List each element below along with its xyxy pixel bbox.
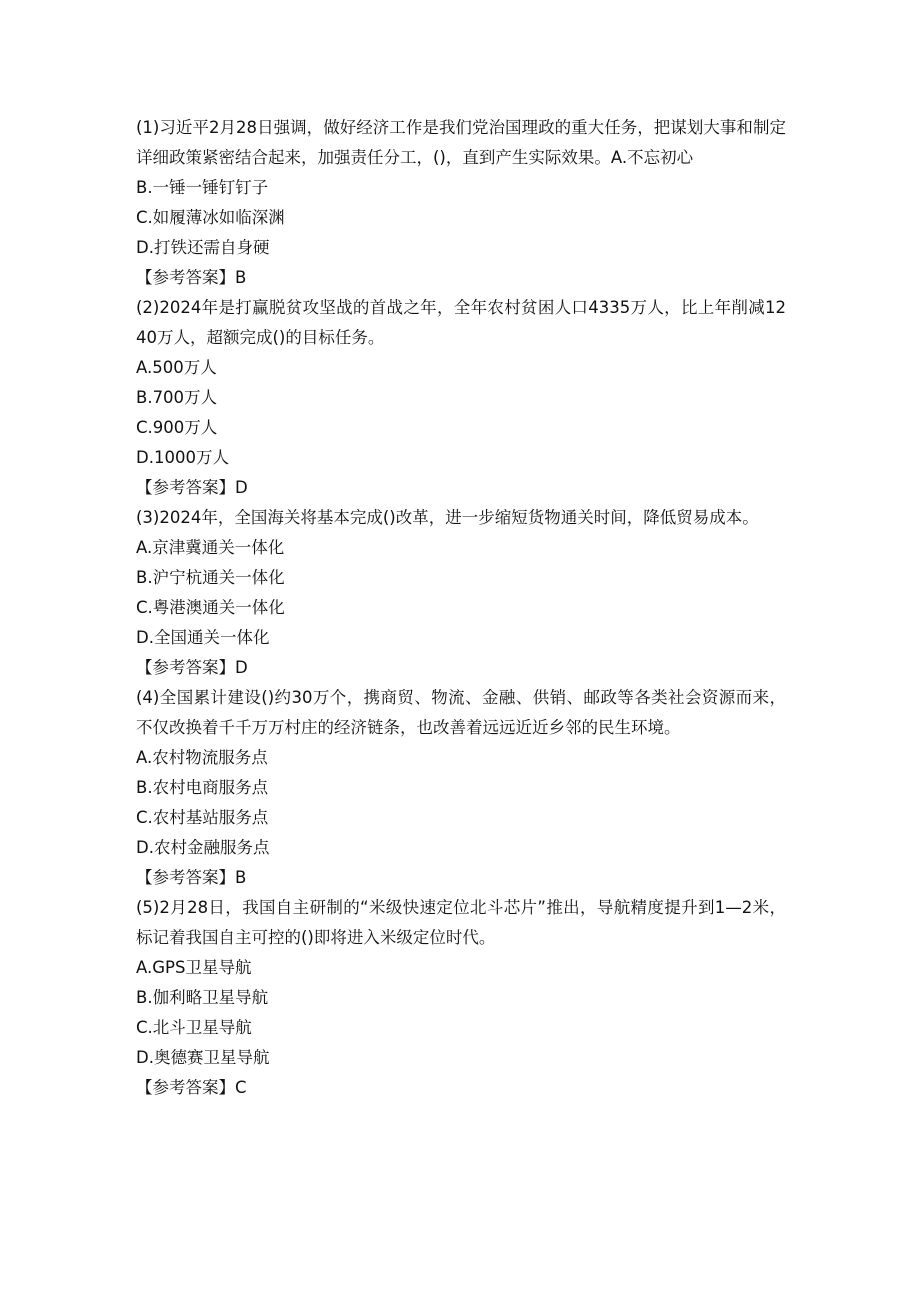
option-a: A.京津冀通关一体化 <box>136 538 285 557</box>
option-a: A.500万人 <box>136 358 217 377</box>
question-2 <box>136 293 786 503</box>
option-b: B.沪宁杭通关一体化 <box>136 568 285 587</box>
reference-answer: 【参考答案】D <box>136 658 248 677</box>
option-d: D.1000万人 <box>136 448 229 467</box>
question-3 <box>136 503 786 683</box>
question-stem: (1)习近平2月28日强调，做好经济工作是我们党治国理政的重大任务，把谋划大事和制定详细政策紧密结合起来，加强责任分工，()，直到产生实际效果。A.不忘初心 <box>136 118 786 167</box>
option-b: B.700万人 <box>136 388 218 407</box>
option-c: C.如履薄冰如临深渊 <box>136 208 285 227</box>
option-d: D.打铁还需自身硬 <box>136 238 270 257</box>
option-a: A.GPS卫星导航 <box>136 958 252 977</box>
question-stem: (4)全国累计建设()约30万个，携商贸、物流、金融、供销、邮政等各类社会资源而来，不仅改换着千千万万村庄的经济链条，也改善着远远近近乡邻的民生环境。 <box>136 688 786 737</box>
reference-answer: 【参考答案】B <box>136 868 247 887</box>
option-b: B.一锤一锤钉钉子 <box>136 178 269 197</box>
option-c: C.北斗卫星导航 <box>136 1018 252 1037</box>
question-1 <box>136 113 786 293</box>
option-a: A.农村物流服务点 <box>136 748 268 767</box>
option-b: B.农村电商服务点 <box>136 778 269 797</box>
option-c: C.粤港澳通关一体化 <box>136 598 285 617</box>
reference-answer: 【参考答案】B <box>136 268 247 287</box>
option-d: D.全国通关一体化 <box>136 628 270 647</box>
option-c: C.农村基站服务点 <box>136 808 269 827</box>
question-stem: (3)2024年，全国海关将基本完成()改革，进一步缩短货物通关时间，降低贸易成本。 <box>136 508 759 527</box>
question-stem: (5)2月28日，我国自主研制的“米级快速定位北斗芯片”推出，导航精度提升到1—2米，标记着我国自主可控的()即将进入米级定位时代。 <box>136 898 786 947</box>
document-page <box>136 113 786 1103</box>
option-c: C.900万人 <box>136 418 218 437</box>
reference-answer: 【参考答案】D <box>136 478 248 497</box>
reference-answer: 【参考答案】C <box>136 1078 247 1097</box>
option-d: D.农村金融服务点 <box>136 838 270 857</box>
question-stem: (2)2024年是打赢脱贫攻坚战的首战之年，全年农村贫困人口4335万人，比上年削减1240万人，超额完成()的目标任务。 <box>136 298 786 347</box>
option-b: B.伽利略卫星导航 <box>136 988 269 1007</box>
question-5 <box>136 893 786 1103</box>
question-4 <box>136 683 786 893</box>
option-d: D.奥德赛卫星导航 <box>136 1048 270 1067</box>
